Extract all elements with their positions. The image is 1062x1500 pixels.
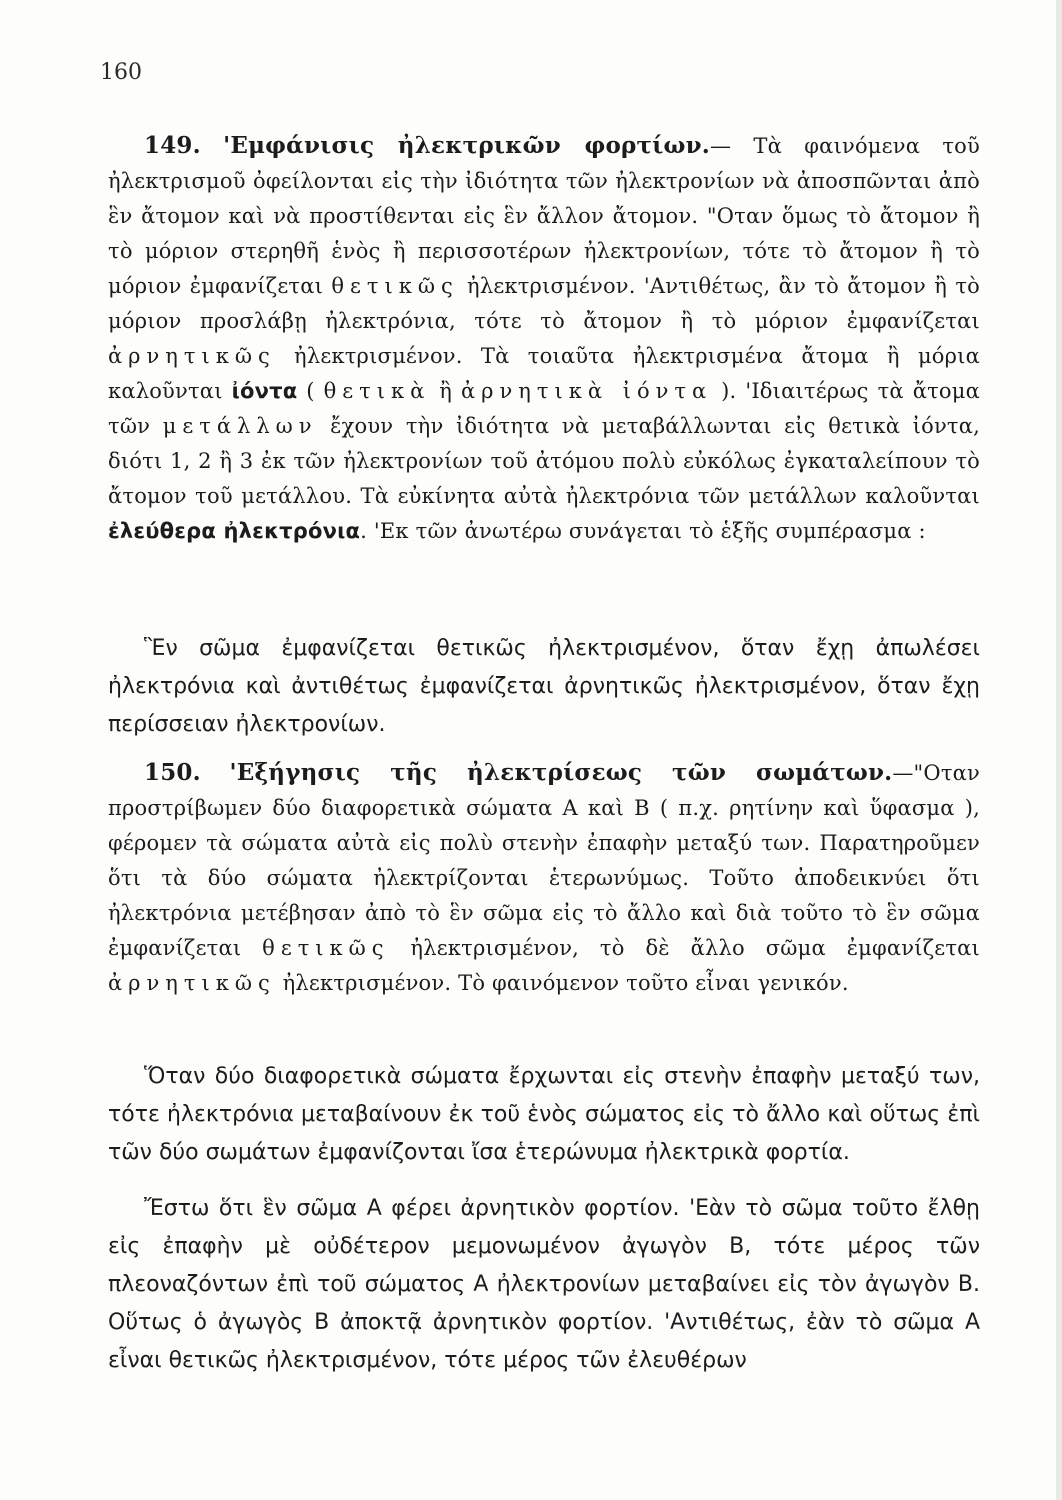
section-150-paragraph	[108, 755, 980, 1001]
term-positively: θετικῶς	[331, 274, 459, 298]
section-150-rule-text: Ὅταν δύο διαφορετικὰ σώματα ἔρχωνται εἰς στενὴν ἐπαφὴν μεταξύ των, τότε ἠλεκτρόνια μεταβαίνουν ἐκ τοῦ ἑνὸς σώματος εἰς τὸ ἄλλο καὶ οὕτως ἐπὶ τῶν δύο σωμάτων ἐμφανίζονται ἴσα ἑτερώνυμα ἠλεκτρικὰ φορτία.	[108, 1064, 980, 1165]
section-149-text-3: ἠλεκτρισμένον. Τὰ τοιαῦτα ἠλεκτρισμένα ἄτομα ἢ μόρια καλοῦνται	[108, 344, 980, 403]
section-149-text-2: ἠλεκτρισμένον. 'Αντιθέτως, ἂν τὸ ἄτομον ἢ τὸ μόριον προσλάβῃ ἠλεκτρόνια, τότε τὸ ἄτομον ἢ τὸ μόριον ἐμφανίζεται	[108, 274, 980, 333]
section-150-text-3: ἠλεκτρισμένον. Τὸ φαινόμενον τοῦτο εἶναι γενικόν.	[275, 971, 849, 995]
section-149-text-4: (	[297, 379, 324, 403]
term-negatively-150: ἀρνητικῶς	[108, 971, 276, 995]
term-metals: μετάλλων	[162, 414, 318, 438]
section-150-dash: —	[892, 761, 914, 785]
term-ions: ἰόντα	[231, 379, 298, 403]
section-149-number: 149.	[144, 132, 201, 159]
section-149-text-8: . 'Εκ τῶν ἀνωτέρω συνάγεται τὸ ἑξῆς συμπέρασμα :	[360, 519, 926, 543]
section-150-example	[108, 1190, 980, 1380]
section-150-rule	[108, 1058, 980, 1172]
section-150-text-1: "Οταν προστρίβωμεν δύο διαφορετικὰ σώματα Α καὶ Β ( π.χ. ρητίνην καὶ ὕφασμα ), φέρομεν τὰ σώματα αὐτὰ εἰς πολὺ στενὴν ἐπαφὴν μεταξύ των. Παρατηροῦμεν ὅτι τὰ δύο σώματα ἠλεκτρίζονται ἑτερωνύμως. Τοῦτο ἀποδεικνύει ὅτι ἠλεκτρόνια μετέβησαν ἀπὸ τὸ ἓν σῶμα εἰς τὸ ἄλλο καὶ διὰ τοῦτο τὸ ἓν σῶμα ἐμφανίζεται	[108, 761, 980, 960]
term-negative-ions: ἀρνητικὰ ἰόντα	[460, 379, 713, 403]
page-number: 160	[100, 60, 142, 85]
section-150-number: 150.	[144, 759, 201, 786]
section-149-text-1: Τὰ φαινόμενα τοῦ ἠλεκτρισμοῦ ὀφείλονται εἰς τὴν ἰδιότητα τῶν ἠλεκτρονίων νὰ ἀποσπῶνται ἀπὸ ἓν ἄτομον καὶ νὰ προστίθενται εἰς ἓν ἄλλον ἄτομον. "Οταν ὅμως τὸ ἄτομον ἢ τὸ μόριον στερηθῆ ἑνὸς ἢ περισσοτέρων ἠλεκτρονίων, τότε τὸ ἄτομον ἢ τὸ μόριον ἐμφανίζεται	[108, 134, 980, 298]
section-149-heading: 'Εμφάνισις ἠλεκτρικῶν φορτίων.	[223, 132, 710, 159]
section-149-dash: —	[709, 134, 732, 158]
section-149-text-7: ἔχουν τὴν ἰδιότητα νὰ μεταβάλλωνται εἰς θετικὰ ἰόντα, διότι 1, 2 ἢ 3 ἐκ τῶν ἠλεκτρονίων τοῦ ἀτόμου πολὺ εὐκόλως ἐγκαταλείπουν τὸ ἄτομον τοῦ μετάλλου. Τὰ εὐκίνητα αὐτὰ ἠλεκτρόνια τῶν μετάλλων καλοῦνται	[108, 414, 980, 508]
section-150-text-2: ἠλεκτρισμένον, τὸ δὲ ἄλλο σῶμα ἐμφανίζεται	[389, 936, 980, 960]
section-150-example-text: Ἔστω ὅτι ἓν σῶμα Α φέρει ἀρνητικὸν φορτίον. 'Εὰν τὸ σῶμα τοῦτο ἔλθῃ εἰς ἐπαφὴν μὲ οὐδέτερον μεμονωμένον ἀγωγὸν Β, τότε μέρος τῶν πλεοναζόντων ἐπὶ τοῦ σώματος Α ἠλεκτρονίων μεταβαίνει εἰς τὸν ἀγωγὸν Β. Οὕτως ὁ ἀγωγὸς Β ἀποκτᾷ ἀρνητικὸν φορτίον. 'Αντιθέτως, ἐὰν τὸ σῶμα Α εἶναι θετικῶς ἠλεκτρισμένον, τότε μέρος τῶν ἐλευθέρων	[108, 1196, 980, 1373]
term-free-electrons: ἐλεύθερα ἠλεκτρόνια	[108, 519, 361, 543]
section-150-heading: 'Εξήγησις τῆς ἠλεκτρίσεως τῶν σωμάτων.	[229, 759, 893, 786]
term-negatively: ἀρνητικῶς	[108, 344, 276, 368]
section-149-rule	[108, 630, 980, 744]
term-positive-ions: θετικὰ	[323, 379, 431, 403]
term-positively-150: θετικῶς	[262, 936, 390, 960]
section-149-rule-text: Ἓν σῶμα ἐμφανίζεται θετικῶς ἠλεκτρισμένον, ὅταν ἔχῃ ἀπωλέσει ἠλεκτρόνια καὶ ἀντιθέτως ἐμφανίζεται ἀρνητικῶς ἠλεκτρισμένον, ὅταν ἔχῃ περίσσειαν ἠλεκτρονίων.	[108, 636, 980, 737]
section-149-text-6: ). 'Ιδιαιτέρως τὰ ἄτομα τῶν	[108, 379, 980, 438]
section-149-text-5: ἢ	[430, 379, 461, 403]
section-149-paragraph	[108, 128, 980, 549]
